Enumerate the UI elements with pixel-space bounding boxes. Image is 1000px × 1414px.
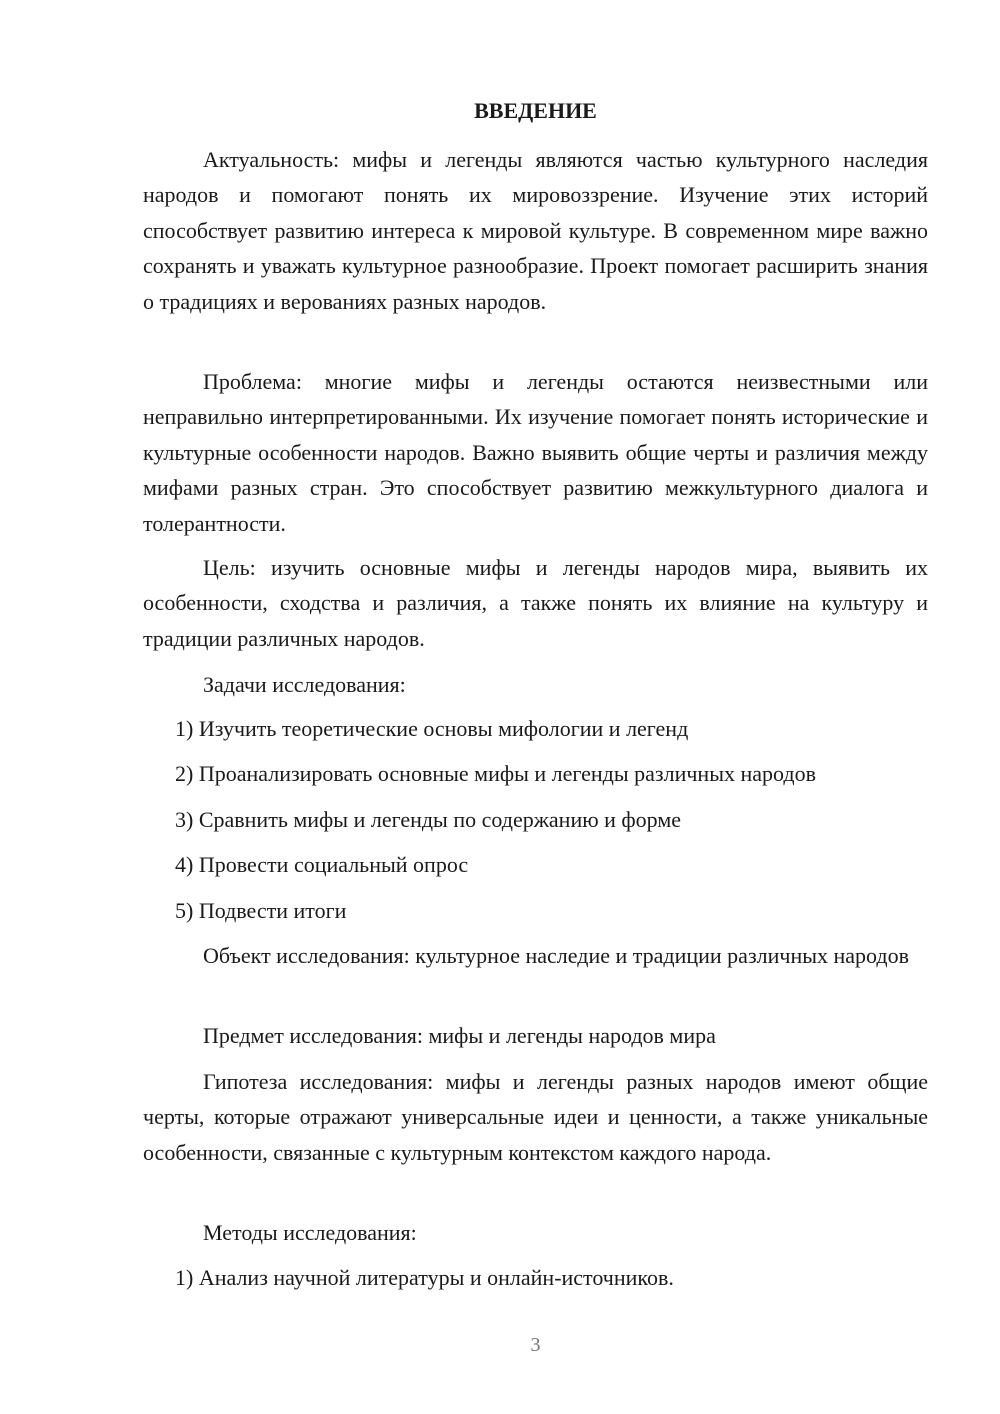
object-paragraph: Объект исследования: культурное наследие и традиции различных народов [203, 943, 909, 968]
method-item-1: 1) Анализ научной литературы и онлайн-источников. [175, 1265, 674, 1290]
problem-paragraph: Проблема: многие мифы и легенды остаются неизвестными или неправильно интерпретированными. Их изучение помогает понять исторические и культурные особенности народов. Важно выявить общие черты и различия между мифами разных стран. Это способствует развитию межкультурного диалога и толерантности. [143, 369, 928, 536]
task-item-5: 5) Подвести итоги [175, 898, 347, 923]
task-item-1: 1) Изучить теоретические основы мифологии и легенд [175, 716, 689, 741]
task-item-3: 3) Сравнить мифы и легенды по содержанию и форме [175, 807, 682, 832]
task-item-2: 2) Проанализировать основные мифы и легенды различных народов [175, 761, 816, 786]
task-item-4: 4) Провести социальный опрос [175, 852, 469, 877]
hypothesis-paragraph: Гипотеза исследования: мифы и легенды разных народов имеют общие черты, которые отражают универсальные идеи и ценности, а также уникальные особенности, связанные с культурным контекстом каждого народа. [143, 1069, 928, 1165]
subject-paragraph: Предмет исследования: мифы и легенды народов мира [203, 1023, 716, 1048]
page-number: 3 [530, 1334, 541, 1356]
relevance-paragraph: Актуальность: мифы и легенды являются частью культурного наследия народов и помогают понять их мировоззрение. Изучение этих историй способствует развитию интереса к мировой культуре. В современном мире важно сохранять и уважать культурное разнообразие. Проект помогает расширить знания о традициях и верованиях разных народов. [143, 147, 928, 314]
tasks-title: Задачи исследования: [203, 672, 406, 697]
page-title: ВВЕДЕНИЕ [474, 98, 597, 123]
methods-title: Методы исследования: [203, 1220, 417, 1245]
goal-paragraph: Цель: изучить основные мифы и легенды народов мира, выявить их особенности, сходства и различия, а также понять их влияние на культуру и традиции различных народов. [143, 555, 928, 651]
document-page [143, 0, 928, 1414]
